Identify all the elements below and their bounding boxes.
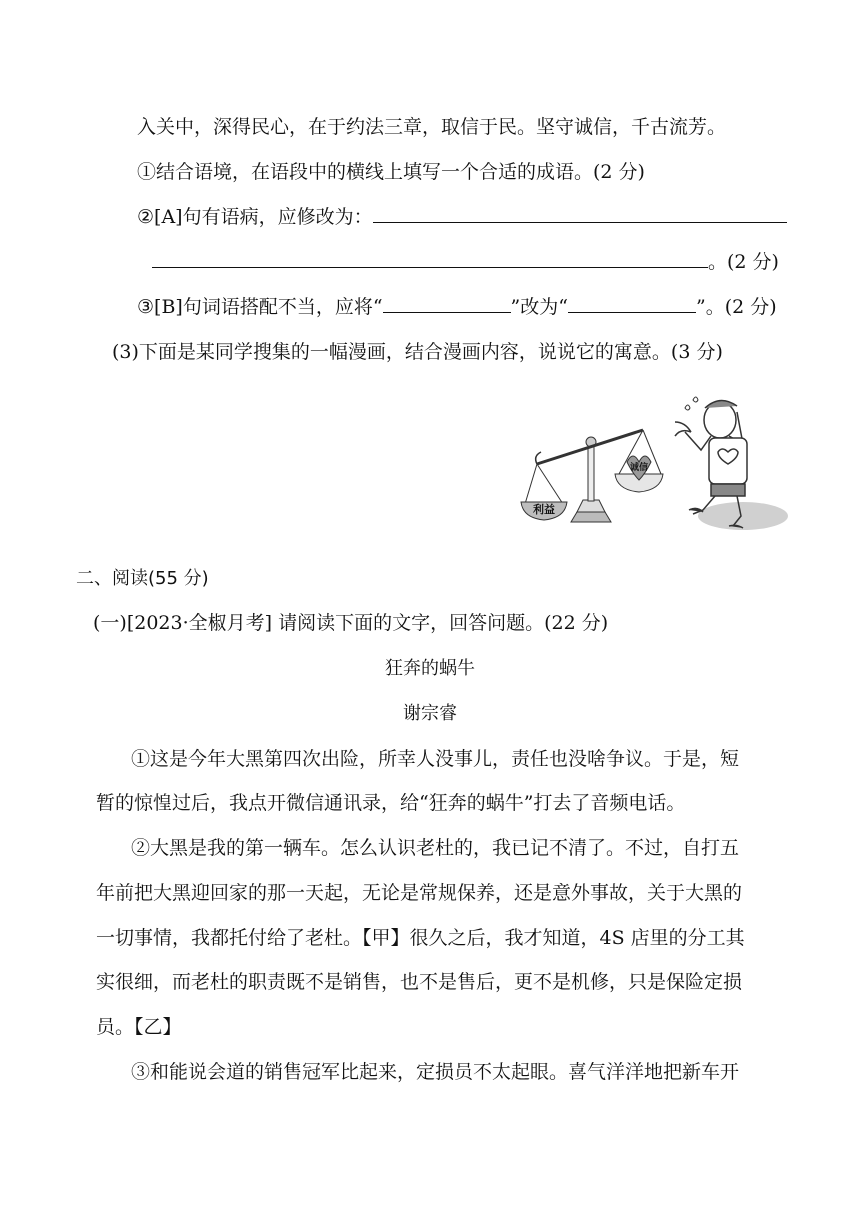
q2-sub3 — [137, 298, 777, 317]
answer-blank-a1[interactable] — [373, 221, 787, 223]
paragraph-line: 年前把大黑迎回家的那一天起，无论是常规保养，还是意外事故，关于大黑的 — [96, 882, 743, 904]
answer-blank-b2[interactable] — [568, 311, 696, 313]
answer-blank-b1[interactable] — [383, 311, 511, 313]
q2-sub3-mid: ”改为“ — [510, 296, 568, 318]
cartoon-illustration — [515, 392, 790, 547]
paragraph-line: ①这是今年大黑第四次出险，所幸人没事儿，责任也没啥争议。于是，短 — [131, 748, 740, 770]
paragraph-line: 一切事情，我都托付给了老杜。【甲】很久之后，我才知道，4S 店里的分工其 — [96, 927, 745, 949]
q3-prompt: (3)下面是某同学搜集的一幅漫画，结合漫画内容，说说它的寓意。(3 分) — [112, 341, 723, 363]
q2-sub3-prefix: ③[B]句词语搭配不当，应将“ — [137, 296, 383, 318]
passage-author: 谢宗睿 — [403, 703, 457, 724]
q2-sub2-prefix: ②[A]句有语病，应修改为： — [137, 206, 373, 228]
right-pan-label: 诚信 — [629, 463, 649, 473]
paragraph-line: 实很细，而老杜的职责既不是销售，也不是售后，更不是机修，只是保险定损 — [96, 971, 743, 993]
sweat-drops-icon — [685, 397, 698, 410]
q2-sub2 — [137, 208, 787, 227]
passage-intro: (一)[2023·全椒月考] 请阅读下面的文字，回答问题。(22 分) — [93, 612, 609, 634]
paragraph-line: 暂的惊惶过后，我点开微信通讯录，给“狂奔的蜗牛”打去了音频电话。 — [96, 792, 686, 814]
passage-title: 狂奔的蜗牛 — [385, 658, 475, 679]
q2-sub3-suffix: ”。(2 分) — [695, 296, 777, 318]
ground-shadow — [698, 502, 788, 530]
left-pan-label: 利益 — [533, 503, 555, 516]
paragraph-line: ②大黑是我的第一辆车。怎么认识老杜的，我已记不清了。不过，自打五 — [131, 837, 740, 859]
q2-sub2-cont — [152, 253, 779, 272]
scale-post — [588, 447, 594, 501]
q2-context-tail: 入关中，深得民心，在于约法三章，取信于民。坚守诚信，千古流芳。 — [137, 116, 727, 138]
q2-sub1: ①结合语境，在语段中的横线上填写一个合适的成语。(2 分) — [137, 161, 645, 183]
q2-sub2-suffix: 。(2 分) — [708, 251, 779, 273]
paragraph-line: 员。【乙】 — [96, 1016, 182, 1038]
answer-blank-a2[interactable] — [152, 266, 708, 268]
section-two-heading: 二、阅读(55 分) — [76, 568, 209, 589]
scale-base — [571, 512, 611, 522]
paragraph-line: ③和能说会道的销售冠军比起来，定损员不太起眼。喜气洋洋地把新车开 — [131, 1061, 740, 1083]
